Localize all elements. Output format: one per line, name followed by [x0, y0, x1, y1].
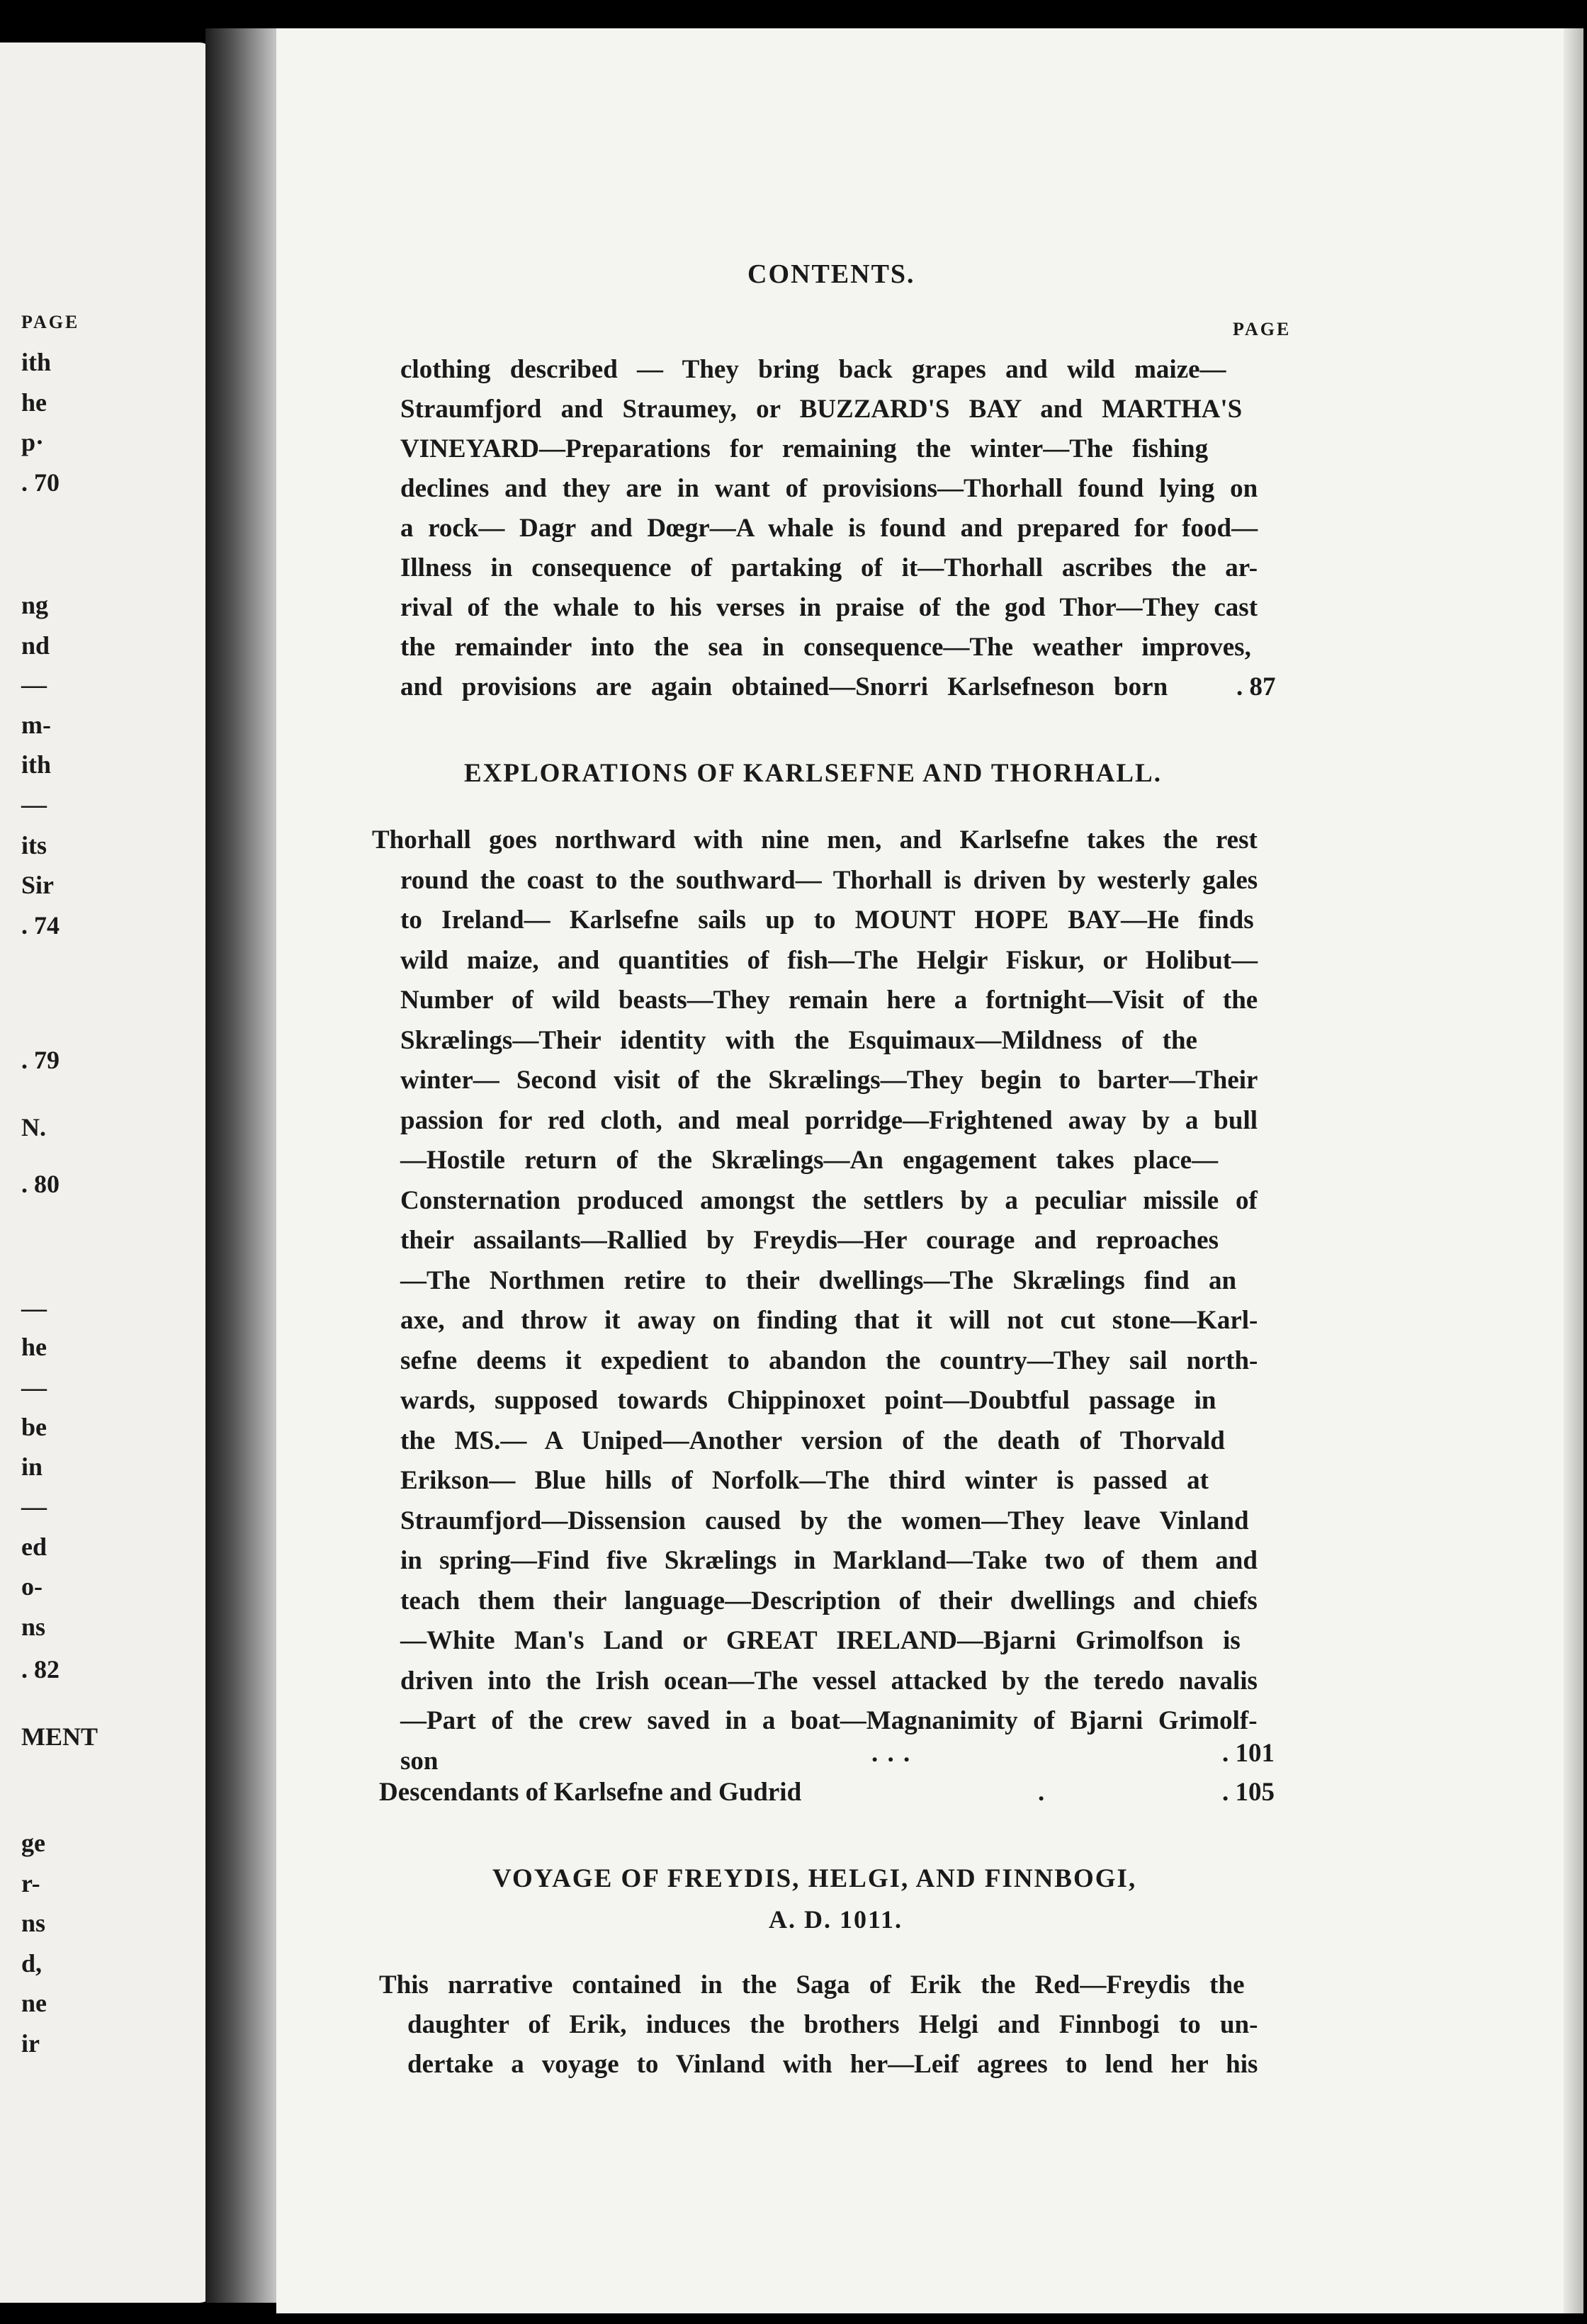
left-page-fragment: be: [21, 1413, 47, 1441]
left-page-fragment: . 82: [21, 1655, 60, 1683]
entry-line: driven into the Irish ocean—The vessel attacked by the teredo navalis: [400, 1666, 1258, 1696]
entry-line: the remainder into the sea in consequence—The weather improves,: [400, 633, 1251, 662]
right-page: [276, 28, 1583, 2313]
left-page-fragment: N.: [21, 1113, 46, 1141]
entry-line: declines and they are in want of provisions—Thorhall found lying on: [400, 474, 1258, 503]
entry-line: to Ireland— Karlsefne sails up to MOUNT HOPE BAY—He finds: [400, 906, 1254, 935]
entry-line: the MS.— A Uniped—Another version of the death of Thorvald: [400, 1426, 1225, 1455]
left-page-fragment: ns: [21, 1613, 46, 1641]
left-page-fragment: ns: [21, 1909, 46, 1937]
entry-line: Thorhall goes northward with nine men, and Karlsefne takes the rest: [372, 825, 1258, 854]
entry-line: —Part of the crew saved in a boat—Magnanimity of Bjarni Grimolf-: [400, 1706, 1258, 1735]
left-page-fragment: p·: [21, 428, 45, 456]
descendants-leader-dots: .: [1038, 1778, 1046, 1807]
entry-line: VINEYARD—Preparations for remaining the winter—The fishing: [400, 434, 1209, 463]
entry-line: and provisions are again obtained—Snorri Karlsefneson born: [400, 672, 1168, 701]
section-1-page-number: . 87: [1236, 672, 1276, 701]
entry-line: dertake a voyage to Vinland with her—Leif agrees to lend her his: [407, 2050, 1258, 2079]
entry-line: axe, and throw it away on finding that it will not cut stone—Karl-: [400, 1306, 1258, 1335]
entry-line: Illness in consequence of partaking of it—Thorhall ascribes the ar-: [400, 553, 1258, 582]
entry-line: Erikson— Blue hills of Norfolk—The third winter is passed at: [400, 1466, 1209, 1495]
left-page-fragment: d,: [21, 1949, 43, 1978]
entry-line: Straumfjord and Straumey, or BUZZARD'S BAY and MARTHA'S: [400, 395, 1243, 424]
left-page-fragment: in: [21, 1452, 43, 1481]
left-page-fragment: —: [21, 790, 47, 818]
left-page-fragment: Sir: [21, 871, 55, 899]
entry-line: winter— Second visit of the Skrælings—They begin to barter—Their: [400, 1066, 1258, 1095]
entry-line: wild maize, and quantities of fish—The Helgir Fiskur, or Holibut—: [400, 945, 1258, 975]
section-2-leader-dots: . . .: [871, 1739, 912, 1768]
entry-line: their assailants—Rallied by Freydis—Her courage and reproaches: [400, 1226, 1219, 1255]
left-page-fragment: ith: [21, 750, 52, 779]
entry-line: This narrative contained in the Saga of Erik the Red—Freydis the: [379, 1970, 1245, 1999]
entry-line: clothing described — They bring back grapes and wild maize—: [400, 355, 1226, 384]
left-page-fragment: PAGE: [21, 312, 80, 332]
left-page-fragment: ir: [21, 2029, 40, 2058]
left-page-fragment: ng: [21, 591, 49, 619]
left-page-fragment: ith: [21, 348, 52, 376]
left-page-fragment: —: [21, 1492, 47, 1521]
left-page-fragment: ge: [21, 1829, 45, 1857]
left-page-fragment: ed: [21, 1533, 47, 1561]
section-3-title: VOYAGE OF FREYDIS, HELGI, AND FINNBOGI,: [492, 1864, 1137, 1893]
left-page: [0, 43, 213, 2303]
left-page-fragment: . 79: [21, 1046, 60, 1074]
entry-line: rival of the whale to his verses in praise of the god Thor—They cast: [400, 593, 1258, 622]
entry-line: —Hostile return of the Skrælings—An engagement takes place—: [400, 1146, 1219, 1175]
entry-line: Consternation produced amongst the settlers by a peculiar missile of: [400, 1185, 1258, 1215]
left-page-fragment: r-: [21, 1869, 40, 1897]
book-gutter-shadow: [205, 28, 283, 2303]
entry-line: son: [400, 1746, 439, 1776]
entry-line: Straumfjord—Dissension caused by the women—They leave Vinland: [400, 1506, 1249, 1535]
left-page-fragment: he: [21, 388, 47, 417]
entry-line: —White Man's Land or GREAT IRELAND—Bjarni Grimolfson is: [400, 1626, 1241, 1655]
left-page-fragment: he: [21, 1333, 47, 1361]
entry-line: wards, supposed towards Chippinoxet point—Doubtful passage in: [400, 1386, 1216, 1415]
left-page-fragment: m-: [21, 711, 51, 739]
entry-line: daughter of Erik, induces the brothers Helgi and Finnbogi to un-: [407, 2010, 1258, 2039]
entry-line: sefne deems it expedient to abandon the country—They sail north-: [400, 1346, 1258, 1375]
section-2-page-number: . 101: [1222, 1739, 1275, 1768]
left-page-fragment: o-: [21, 1572, 43, 1601]
entry-line: in spring—Find five Skrælings in Markland—Take two of them and: [400, 1546, 1258, 1575]
entry-line: —The Northmen retire to their dwellings—The Skrælings find an: [400, 1265, 1237, 1295]
descendants-page-number: . 105: [1222, 1778, 1275, 1807]
left-page-fragment: MENT: [21, 1722, 98, 1751]
left-page-fragment: —: [21, 670, 47, 699]
left-page-fragment: ne: [21, 1989, 47, 2017]
left-page-fragment: . 74: [21, 911, 60, 940]
left-page-fragment: nd: [21, 631, 50, 660]
entry-line: passion for red cloth, and meal porridge—Frightened away by a bull: [400, 1105, 1258, 1135]
entry-line: Number of wild beasts—They remain here a fortnight—Visit of the: [400, 986, 1258, 1015]
left-page-fragment: its: [21, 831, 47, 859]
left-page-fragment: —: [21, 1373, 47, 1401]
left-page-fragment: . 70: [21, 468, 60, 497]
section-3-date: A. D. 1011.: [769, 1905, 903, 1934]
descendants-entry: Descendants of Karlsefne and Gudrid: [379, 1778, 802, 1807]
entry-line: teach them their language—Description of their dwellings and chiefs: [400, 1586, 1258, 1615]
entry-line: Skrælings—Their identity with the Esquimaux—Mildness of the: [400, 1025, 1197, 1055]
running-header: CONTENTS.: [747, 259, 915, 289]
entry-line: round the coast to the southward— Thorhall is driven by westerly gales: [400, 865, 1258, 895]
left-page-fragment: —: [21, 1294, 47, 1322]
page-column-label: PAGE: [1233, 319, 1292, 339]
entry-line: a rock— Dagr and Dœgr—A whale is found and prepared for food—: [400, 514, 1258, 543]
page-edge: [1564, 28, 1583, 2313]
left-page-fragment: . 80: [21, 1170, 60, 1198]
section-2-title: EXPLORATIONS OF KARLSEFNE AND THORHALL.: [464, 759, 1162, 788]
